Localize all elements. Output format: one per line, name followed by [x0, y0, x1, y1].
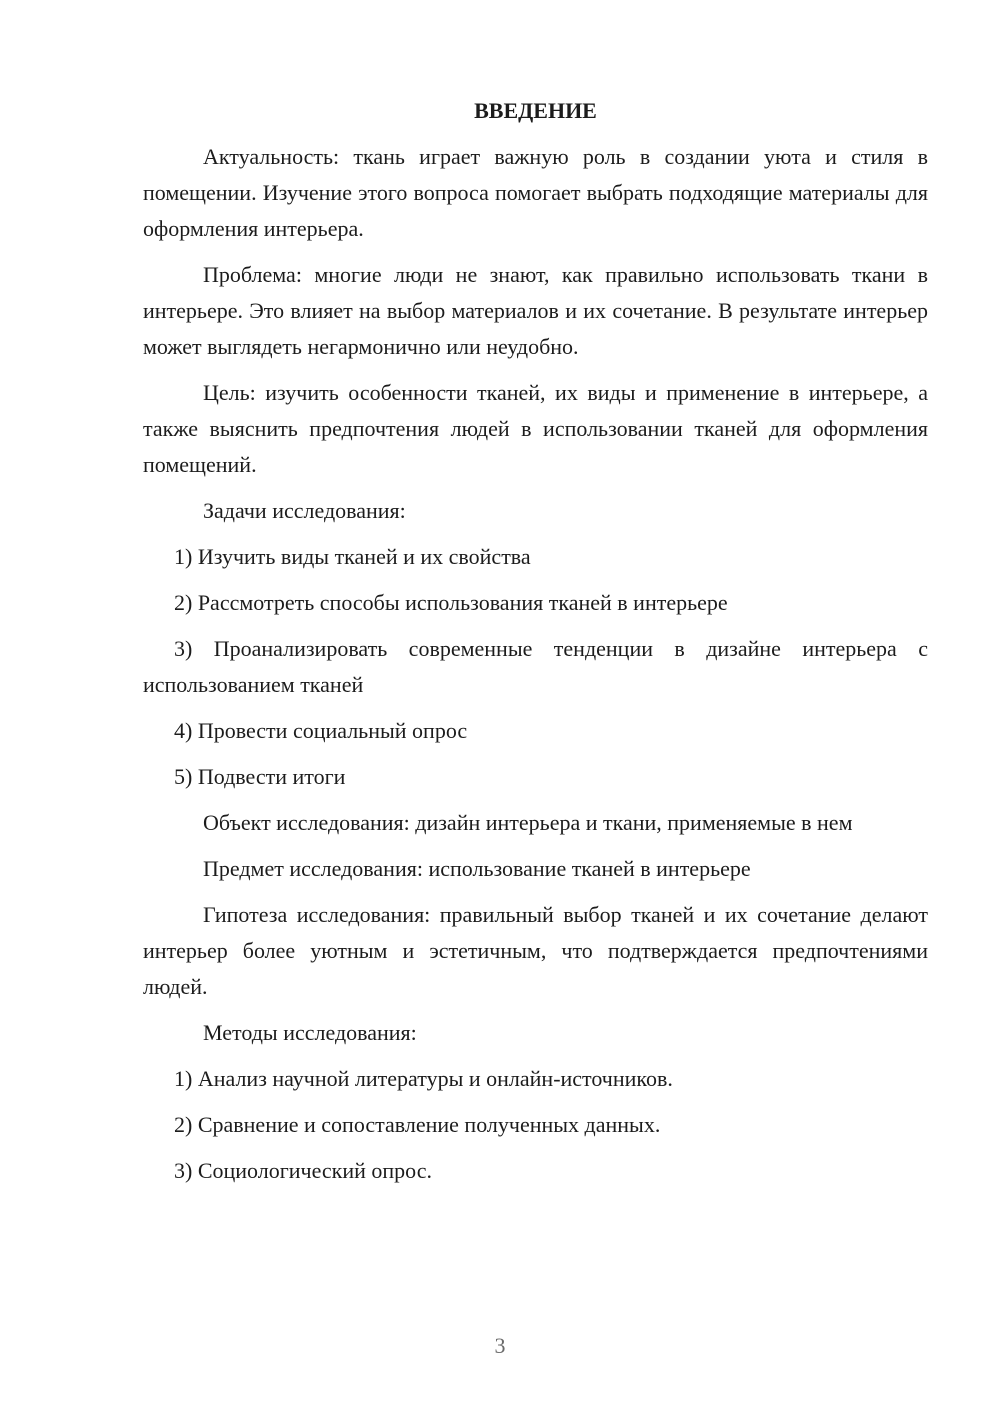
object-paragraph: Объект исследования: дизайн интерьера и ткани, применяемые в нем — [203, 810, 853, 835]
subject-paragraph: Предмет исследования: использование тканей в интерьере — [203, 856, 751, 881]
page-body — [143, 93, 928, 1199]
task-item: 1) Изучить виды тканей и их свойства — [174, 544, 531, 569]
hypothesis-paragraph: Гипотеза исследования: правильный выбор тканей и их сочетание делают интерьер более уютным и эстетичным, что подтверждается предпочтениями людей. — [143, 902, 928, 999]
goal-paragraph: Цель: изучить особенности тканей, их виды и применение в интерьере, а также выяснить предпочтения людей в использовании тканей для оформления помещений. — [143, 380, 928, 477]
method-item: 1) Анализ научной литературы и онлайн-источников. — [174, 1066, 673, 1091]
page-title: ВВЕДЕНИЕ — [474, 98, 597, 123]
task-item: 2) Рассмотреть способы использования тканей в интерьере — [174, 590, 728, 615]
method-item: 3) Социологический опрос. — [174, 1158, 432, 1183]
relevance-paragraph: Актуальность: ткань играет важную роль в создании уюта и стиля в помещении. Изучение этого вопроса помогает выбрать подходящие материалы для оформления интерьера. — [143, 144, 928, 241]
problem-paragraph: Проблема: многие люди не знают, как правильно использовать ткани в интерьере. Это влияет на выбор материалов и их сочетание. В результате интерьер может выглядеть негармонично или неудобно. — [143, 262, 928, 359]
method-item: 2) Сравнение и сопоставление полученных данных. — [174, 1112, 661, 1137]
task-item: 3) Проанализировать современные тенденции в дизайне интерьера с использованием тканей — [143, 636, 928, 697]
tasks-heading: Задачи исследования: — [203, 498, 406, 523]
page-number: 3 — [494, 1333, 506, 1358]
task-item: 5) Подвести итоги — [174, 764, 346, 789]
methods-heading: Методы исследования: — [203, 1020, 417, 1045]
task-item: 4) Провести социальный опрос — [174, 718, 468, 743]
